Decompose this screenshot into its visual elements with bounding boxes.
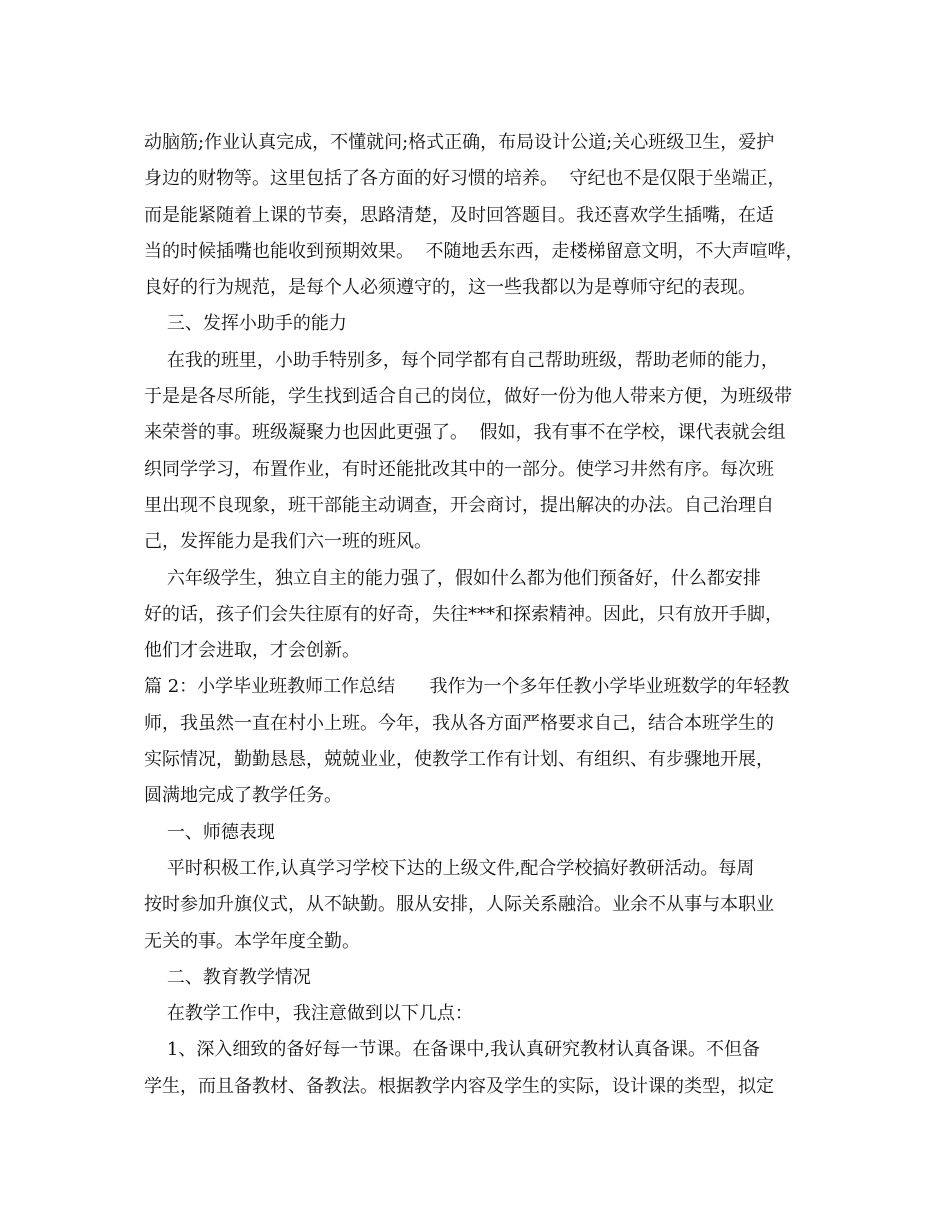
text-line: 来荣誉的事。班级凝聚力也因此更强了。 假如，我有事不在学校，课代表就会组 — [144, 422, 786, 444]
text-line: 身边的财物等。这里包括了各方面的好习惯的培养。 守纪也不是仅限于坐端正， — [144, 168, 786, 190]
document-text — [144, 125, 814, 1105]
text-line: 己，发挥能力是我们六一班的班风。 — [144, 531, 432, 553]
text-line: 当的时候插嘴也能收到预期效果。 不随地丢东西，走楼梯留意文明，不大声喧哗， — [144, 240, 804, 262]
text-line: 圆满地完成了教学任务。 — [144, 785, 342, 807]
text-line: 按时参加升旗仪式，从不缺勤。服从安排，人际关系融洽。业余不从事与本职业 — [144, 894, 774, 916]
text-line: 里出现不良现象，班干部能主动调查，开会商讨，提出解决的办法。自己治理自 — [144, 494, 774, 516]
text-line: 师，我虽然一直在村小上班。今年，我从各方面严格要求自己，结合本班学生的 — [144, 712, 774, 734]
text-line: 学生，而且备教材、备教法。根据教学内容及学生的实际，设计课的类型，拟定 — [144, 1075, 774, 1097]
text-line: 织同学学习，布置作业，有时还能批改其中的一部分。使学习井然有序。每次班 — [144, 458, 774, 480]
text-line: 他们才会进取，才会创新。 — [144, 640, 360, 662]
text-line: 无关的事。本学年度全勤。 — [144, 930, 360, 952]
section-heading: 二、教育教学情况 — [144, 966, 311, 988]
section-heading: 三、发挥小助手的能力 — [144, 313, 347, 335]
text-line: 平时积极工作,认真学习学校下达的上级文件,配合学校搞好教研活动。每周 — [144, 857, 755, 879]
text-line: 好的话，孩子们会失往原有的好奇，失往***和探索精神。因此，只有放开手脚， — [144, 603, 783, 625]
text-line: 良好的行为规范，是每个人必须遵守的，这一些我都以为是尊师守纪的表现。 — [144, 277, 756, 299]
text-line: 六年级学生，独立自主的能力强了，假如什么都为他们预备好，什么都安排 — [144, 567, 761, 589]
text-line: 1、深入细致的备好每一节课。在备课中,我认真研究教材认真备课。不但备 — [144, 1039, 761, 1061]
text-line: 在教学工作中，我注意做到以下几点： — [144, 1003, 473, 1025]
text-line: 动脑筋;作业认真完成，不懂就问;格式正确，布局设计公道;关心班级卫生，爱护 — [144, 132, 775, 153]
text-line: 实际情况，勤勤恳恳，兢兢业业，使教学工作有计划、有组织、有步骤地开展， — [144, 749, 774, 771]
text-line: 在我的班里，小助手特别多，每个同学都有自己帮助班级，帮助老师的能力， — [144, 349, 779, 371]
text-line: 于是是各尽所能，学生找到适合自己的岗位，做好一份为他人带来方便，为班级带 — [144, 386, 792, 408]
article-title-line: 篇 2：小学毕业班教师工作总结 我作为一个多年任教小学毕业班数学的年轻教 — [144, 676, 790, 698]
text-line: 而是能紧随着上课的节奏，思路清楚，及时回答题目。我还喜欢学生插嘴，在适 — [144, 204, 774, 226]
section-heading: 一、师德表现 — [144, 821, 275, 843]
